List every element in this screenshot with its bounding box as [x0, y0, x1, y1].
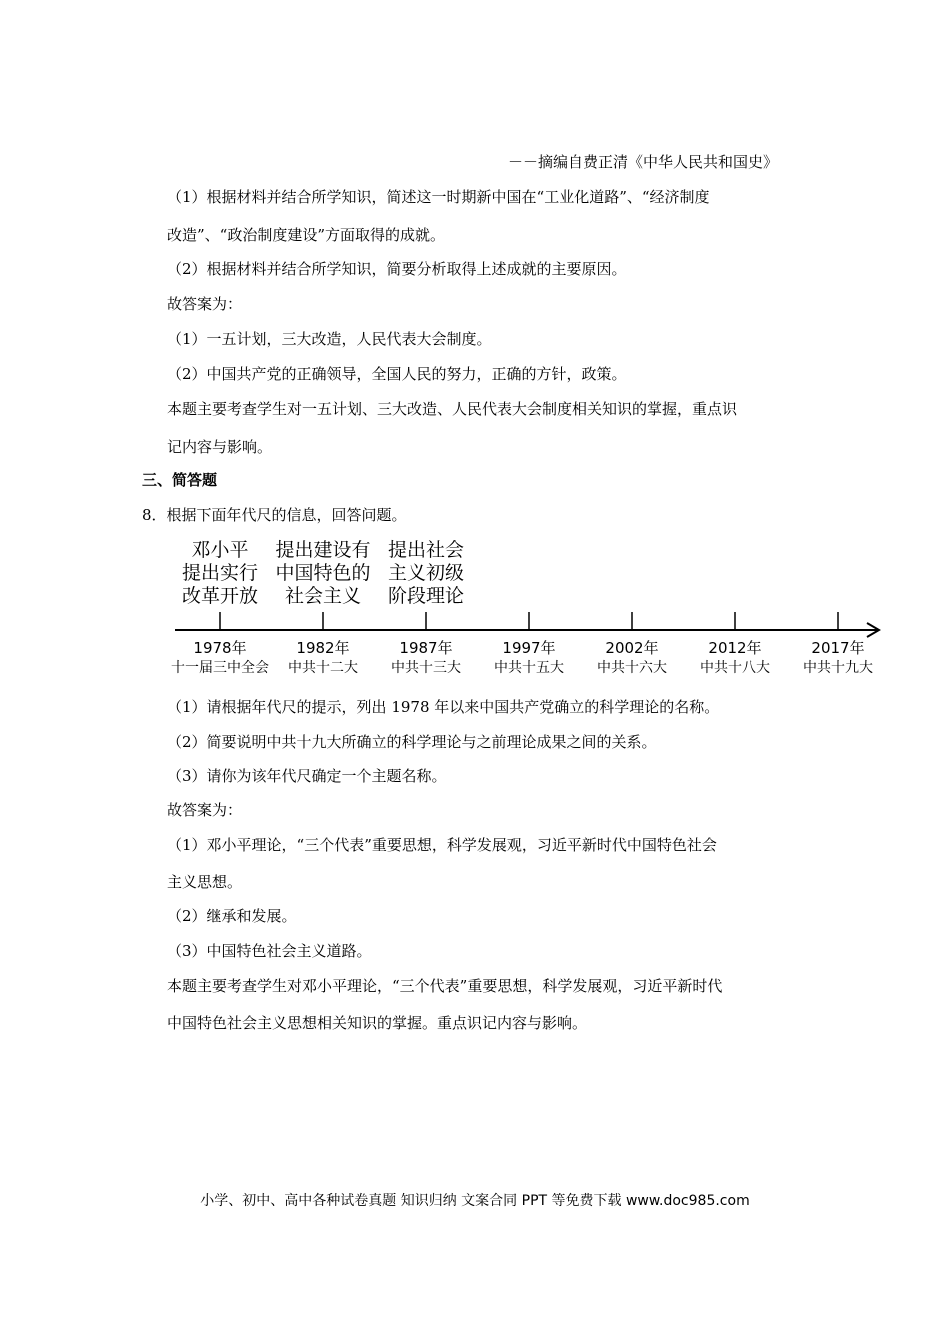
timeline-year-label: 1982年: [296, 639, 350, 657]
timeline-event-note: 中国特色的: [275, 562, 371, 584]
timeline-ruler: [165, 530, 890, 680]
timeline-event-note: 邓小平: [191, 539, 249, 561]
timeline-year-label: 2017年: [811, 639, 865, 657]
timeline-event-note: 主义初级: [387, 562, 465, 584]
timeline-meeting-label: 中共十八大: [700, 660, 770, 676]
timeline-meeting-label: 中共十九大: [803, 660, 873, 676]
timeline-year-label: 1987年: [399, 639, 453, 657]
q7-analysis-1: 本题主要考查学生对一五计划、三大改造、人民代表大会制度相关知识的掌握，重点识: [167, 400, 738, 418]
timeline-event-note: 社会主义: [284, 585, 362, 607]
q7-answer-1: （1）一五计划，三大改造，人民代表大会制度。: [167, 330, 492, 348]
q8-analysis-2: 中国特色社会主义思想相关知识的掌握。重点识记内容与影响。: [167, 1014, 588, 1032]
q8-question-2: （2）简要说明中共十九大所确立的科学理论与之前理论成果之间的关系。: [167, 733, 657, 751]
timeline-event-note: 提出实行: [181, 562, 259, 584]
q7-question-2: （2）根据材料并结合所学知识，简要分析取得上述成就的主要原因。: [167, 260, 627, 278]
q7-question-1: （1）根据材料并结合所学知识，简述这一时期新中国在“工业化道路”、“经济制度: [167, 188, 710, 206]
timeline-event-note: 改革开放: [181, 585, 259, 607]
timeline-year-label: 2002年: [605, 639, 659, 657]
q8-answer-1: （1）邓小平理论，“三个代表”重要思想，科学发展观，习近平新时代中国特色社会: [167, 836, 717, 854]
timeline-event-note: 提出建设有: [275, 539, 371, 561]
q8-question-1: （1）请根据年代尺的提示，列出 1978 年以来中国共产党确立的科学理论的名称。: [167, 698, 720, 716]
q7-answer-label: 故答案为：: [167, 295, 243, 313]
timeline-event-note: 提出社会: [387, 539, 465, 561]
q7-question-1-cont: 改造”、“政治制度建设”方面取得的成就。: [167, 226, 446, 244]
timeline-meeting-label: 十一届三中全会: [171, 660, 269, 676]
timeline-meeting-label: 中共十六大: [597, 660, 667, 676]
timeline-meeting-label: 中共十二大: [288, 660, 358, 676]
timeline-meeting-label: 中共十三大: [391, 660, 461, 676]
section-title: 三、简答题: [142, 471, 218, 489]
q8-stem: 8．根据下面年代尺的信息，回答问题。: [142, 506, 407, 524]
source-line: －－摘编自费正清《中华人民共和国史》: [508, 153, 779, 171]
timeline-year-label: 1978年: [193, 639, 247, 657]
q8-analysis-1: 本题主要考查学生对邓小平理论，“三个代表”重要思想，科学发展观，习近平新时代: [167, 977, 723, 995]
q8-answer-3: （3）中国特色社会主义道路。: [167, 942, 372, 960]
q8-question-3: （3）请你为该年代尺确定一个主题名称。: [167, 767, 447, 785]
timeline-event-note: 阶段理论: [387, 585, 465, 607]
footer: 小学、初中、高中各种试卷真题 知识归纳 文案合同 PPT 等免费下载 www.doc985.com: [200, 1193, 750, 1209]
timeline-meeting-label: 中共十五大: [494, 660, 564, 676]
q8-answer-2: （2）继承和发展。: [167, 907, 297, 925]
q7-answer-2: （2）中国共产党的正确领导，全国人民的努力，正确的方针，政策。: [167, 365, 627, 383]
timeline-year-label: 2012年: [708, 639, 762, 657]
q8-answer-label: 故答案为：: [167, 801, 243, 819]
timeline-year-label: 1997年: [502, 639, 556, 657]
q8-answer-1-cont: 主义思想。: [167, 873, 243, 891]
q7-analysis-2: 记内容与影响。: [167, 438, 273, 456]
